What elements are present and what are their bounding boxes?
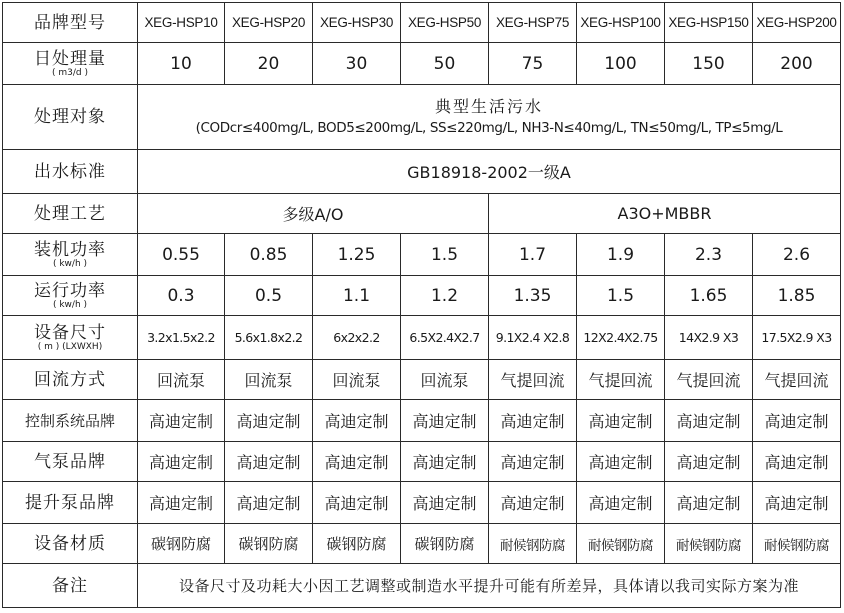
return-mode-cell: 气提回流: [753, 360, 841, 400]
size-cell: 3.2x1.5x2.2: [138, 316, 225, 360]
lift-pump-brand-cell: 高迪定制: [138, 482, 225, 524]
table-row-return-mode: [3, 360, 841, 400]
size-cell: 5.6x1.8x2.2: [225, 316, 313, 360]
table-row-capacity: [3, 43, 841, 85]
table-row-lift-pump-brand: [3, 482, 841, 524]
size-cell: 14X2.9 X3: [665, 316, 753, 360]
row-label-capacity: 日处理量 ( m3/d ): [3, 43, 138, 85]
installed-power-cell: 1.5: [401, 234, 489, 276]
remark-cell: 设备尺寸及功耗大小因工艺调整或制造水平提升可能有所差异，具体请以我司实际方案为准: [138, 564, 841, 608]
size-cell: 6.5X2.4X2.7: [401, 316, 489, 360]
row-label-lift-pump-brand: 提升泵品牌: [3, 482, 138, 524]
lift-pump-brand-cell: 高迪定制: [489, 482, 577, 524]
lift-pump-brand-cell: 高迪定制: [577, 482, 665, 524]
installed-power-cell: 1.7: [489, 234, 577, 276]
lift-pump-brand-cell: 高迪定制: [665, 482, 753, 524]
lift-pump-brand-cell: 高迪定制: [753, 482, 841, 524]
control-brand-cell: 高迪定制: [665, 400, 753, 442]
capacity-cell: 75: [489, 43, 577, 85]
material-cell: 耐候钢防腐: [665, 524, 753, 564]
row-label-running-power: 运行功率 ( kw/h ): [3, 276, 138, 316]
capacity-cell: 50: [401, 43, 489, 85]
pump-brand-cell: 高迪定制: [138, 442, 225, 482]
standard-cell: GB18918-2002一级A: [138, 150, 841, 194]
running-power-cell: 1.65: [665, 276, 753, 316]
material-cell: 耐候钢防腐: [489, 524, 577, 564]
lift-pump-brand-cell: 高迪定制: [225, 482, 313, 524]
material-cell: 耐候钢防腐: [577, 524, 665, 564]
running-power-cell: 1.85: [753, 276, 841, 316]
return-mode-cell: 气提回流: [577, 360, 665, 400]
table-row-pump-brand: [3, 442, 841, 482]
pump-brand-cell: 高迪定制: [489, 442, 577, 482]
model-cell: XEG-HSP10: [138, 3, 225, 43]
material-cell: 碳钢防腐: [401, 524, 489, 564]
table-row-model: [3, 3, 841, 43]
row-label-control-brand: 控制系统品牌: [3, 400, 138, 442]
capacity-cell: 150: [665, 43, 753, 85]
capacity-cell: 10: [138, 43, 225, 85]
installed-power-cell: 2.6: [753, 234, 841, 276]
process-cell: A3O+MBBR: [489, 194, 841, 234]
installed-power-cell: 0.85: [225, 234, 313, 276]
table-row-installed-power: [3, 234, 841, 276]
row-label-process: 处理工艺: [3, 194, 138, 234]
installed-power-cell: 2.3: [665, 234, 753, 276]
row-label-pump-brand: 气泵品牌: [3, 442, 138, 482]
pump-brand-cell: 高迪定制: [665, 442, 753, 482]
control-brand-cell: 高迪定制: [225, 400, 313, 442]
table-row-running-power: [3, 276, 841, 316]
table-row-target: [3, 85, 841, 150]
row-label-installed-power: 装机功率 ( kw/h ): [3, 234, 138, 276]
installed-power-cell: 1.9: [577, 234, 665, 276]
unit-label: ( kw/h ): [52, 259, 88, 269]
model-cell: XEG-HSP50: [401, 3, 489, 43]
pump-brand-cell: 高迪定制: [313, 442, 401, 482]
table-row-size: [3, 316, 841, 360]
target-cell: [138, 85, 841, 150]
control-brand-cell: 高迪定制: [138, 400, 225, 442]
material-cell: 碳钢防腐: [313, 524, 401, 564]
control-brand-cell: 高迪定制: [313, 400, 401, 442]
row-label-size: 设备尺寸 ( m ) (LXWXH): [3, 316, 138, 360]
running-power-cell: 1.2: [401, 276, 489, 316]
capacity-cell: 200: [753, 43, 841, 85]
control-brand-cell: 高迪定制: [401, 400, 489, 442]
table-row-control-brand: [3, 400, 841, 442]
control-brand-cell: 高迪定制: [753, 400, 841, 442]
table-row-remark: [3, 564, 841, 608]
row-label-material: 设备材质: [3, 524, 138, 564]
running-power-cell: 1.35: [489, 276, 577, 316]
return-mode-cell: 气提回流: [665, 360, 753, 400]
target-line-1: 典型生活污水: [434, 97, 543, 116]
spec-table: [2, 2, 841, 608]
control-brand-cell: 高迪定制: [577, 400, 665, 442]
table-row-material: [3, 524, 841, 564]
control-brand-cell: 高迪定制: [489, 400, 577, 442]
lift-pump-brand-cell: 高迪定制: [401, 482, 489, 524]
capacity-cell: 20: [225, 43, 313, 85]
return-mode-cell: 回流泵: [225, 360, 313, 400]
size-cell: 12X2.4X2.75: [577, 316, 665, 360]
installed-power-cell: 0.55: [138, 234, 225, 276]
model-cell: XEG-HSP20: [225, 3, 313, 43]
return-mode-cell: 回流泵: [313, 360, 401, 400]
capacity-cell: 100: [577, 43, 665, 85]
process-cell: 多级A/O: [138, 194, 489, 234]
material-cell: 耐候钢防腐: [753, 524, 841, 564]
unit-label: ( m3/d ): [52, 68, 88, 78]
running-power-cell: 1.5: [577, 276, 665, 316]
model-cell: XEG-HSP100: [577, 3, 665, 43]
table-row-standard: [3, 150, 841, 194]
model-cell: XEG-HSP30: [313, 3, 401, 43]
unit-label: ( kw/h ): [52, 300, 88, 310]
model-cell: XEG-HSP150: [665, 3, 753, 43]
pump-brand-cell: 高迪定制: [401, 442, 489, 482]
installed-power-cell: 1.25: [313, 234, 401, 276]
size-cell: 9.1X2.4 X2.8: [489, 316, 577, 360]
row-label-return-mode: 回流方式: [3, 360, 138, 400]
size-cell: 17.5X2.9 X3: [753, 316, 841, 360]
pump-brand-cell: 高迪定制: [225, 442, 313, 482]
return-mode-cell: 气提回流: [489, 360, 577, 400]
row-label-model: 品牌型号: [3, 3, 138, 43]
table-row-process: [3, 194, 841, 234]
model-cell: XEG-HSP200: [753, 3, 841, 43]
pump-brand-cell: 高迪定制: [577, 442, 665, 482]
target-line-2: (CODcr≤400mg/L, BOD5≤200mg/L, SS≤220mg/L, NH3-N≤40mg/L, TN≤50mg/L, TP≤5mg/L: [195, 120, 783, 136]
return-mode-cell: 回流泵: [138, 360, 225, 400]
pump-brand-cell: 高迪定制: [753, 442, 841, 482]
size-cell: 6x2x2.2: [313, 316, 401, 360]
return-mode-cell: 回流泵: [401, 360, 489, 400]
unit-label: ( m ) (LXWXH): [37, 342, 103, 352]
material-cell: 碳钢防腐: [225, 524, 313, 564]
capacity-cell: 30: [313, 43, 401, 85]
model-cell: XEG-HSP75: [489, 3, 577, 43]
material-cell: 碳钢防腐: [138, 524, 225, 564]
lift-pump-brand-cell: 高迪定制: [313, 482, 401, 524]
row-label-target: 处理对象: [3, 85, 138, 150]
row-label-remark: 备注: [3, 564, 138, 608]
running-power-cell: 0.5: [225, 276, 313, 316]
running-power-cell: 1.1: [313, 276, 401, 316]
running-power-cell: 0.3: [138, 276, 225, 316]
row-label-standard: 出水标准: [3, 150, 138, 194]
